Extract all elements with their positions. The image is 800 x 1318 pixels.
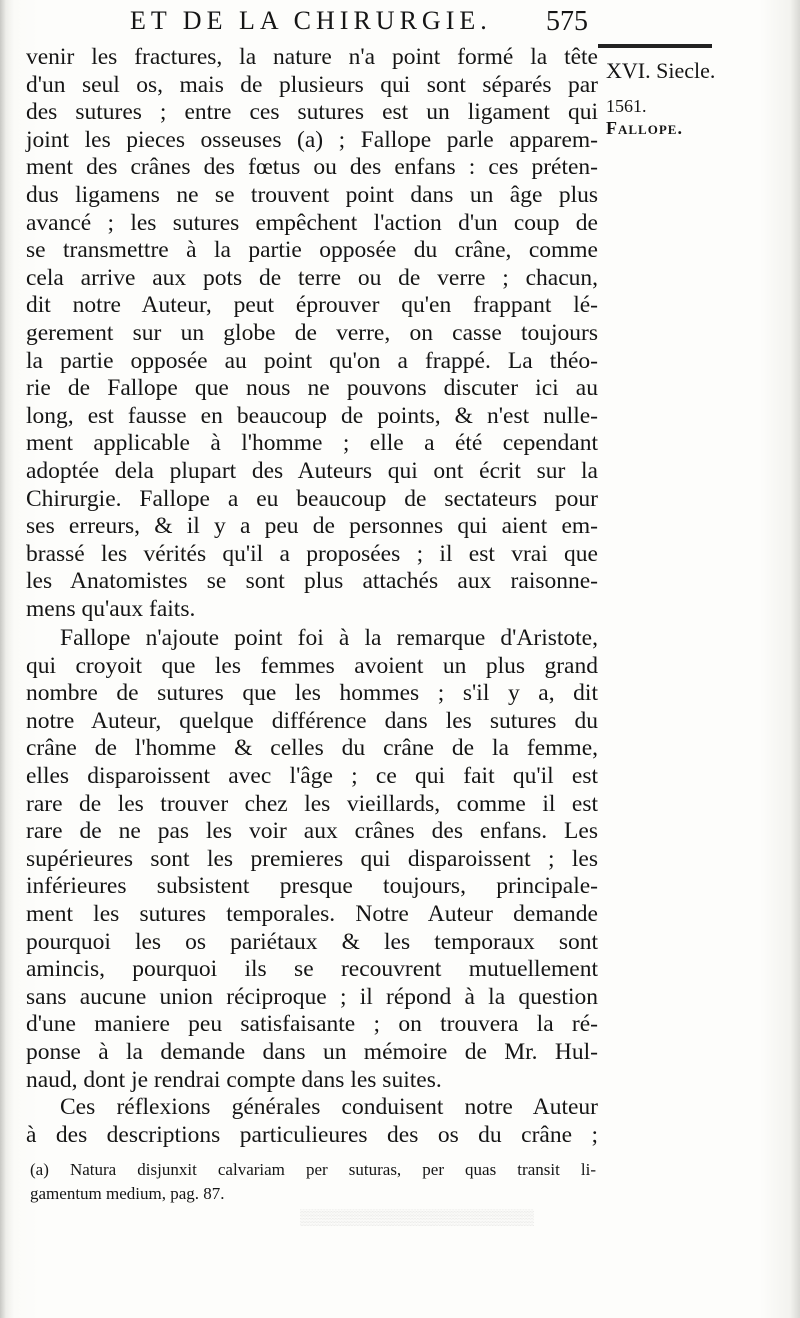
text-line: gerement sur un globe de verre, on casse toujours [26, 319, 598, 346]
text-line: crâne de l'homme & celles du crâne de la femme, [26, 735, 598, 762]
text-line: amincis, pourquoi ils se recouvrent mutuellement [26, 956, 598, 983]
text-line: dus ligamens ne se trouvent point dans un âge plus [26, 181, 598, 208]
show-through-smudge: ▒▒▒▒▒▒▒▒▒▒▒▒▒▒▒▒▒▒▒▒▒▒ [300, 1210, 534, 1226]
text-line: nombre de sutures que les hommes ; s'il y a, dit [26, 680, 598, 707]
text-line: des sutures ; entre ces sutures est un ligament qui [26, 99, 598, 126]
text-line: la partie opposée au point qu'on a frappé. La théo- [26, 347, 598, 374]
text-line: venir les fractures, la nature n'a point formé la tête [26, 44, 598, 70]
text-line: pourquoi les os pariétaux & les temporaux sont [26, 928, 598, 955]
text-line: rare de les trouver chez les vieillards, comme il est [26, 790, 598, 817]
text-line: ment applicable à l'homme ; elle a été cependant [26, 430, 598, 457]
text-line: mens qu'aux faits. [26, 595, 196, 622]
text-line: ment des crânes des fœtus ou des enfans : ces préten- [26, 154, 598, 181]
footnote-line: gamentum medium, pag. 87. [30, 1184, 225, 1203]
text-line: d'une maniere peu satisfaisante ; on trouvera la ré- [26, 1011, 598, 1038]
text-line: rie de Fallope que nous ne pouvons discuter ici au [26, 375, 598, 402]
text-line: Ces réflexions générales conduisent notre Auteur [60, 1094, 598, 1120]
text-line: elles disparoissent avec l'âge ; ce qui fait qu'il est [26, 762, 598, 789]
text-line: naud, dont je rendrai compte dans les suites. [26, 1066, 442, 1093]
text-line: les Anatomistes se sont plus attachés aux raisonne- [26, 568, 598, 595]
paragraph-1 [26, 44, 598, 623]
text-line: adoptée dela plupart des Auteurs qui ont écrit sur la [26, 457, 598, 484]
paragraph-3 [26, 1094, 598, 1149]
text-line: long, est fausse en beaucoup de points, & n'est nulle- [26, 402, 598, 429]
text-line: ment les sutures temporales. Notre Auteur demande [26, 900, 598, 927]
text-line: à des descriptions particulieures des os du crâne ; [26, 1121, 598, 1148]
text-line: ponse à la demande dans un mémoire de Mr. Hul- [26, 1038, 598, 1065]
footnote [30, 1158, 596, 1206]
marginal-year: 1561. [606, 96, 647, 116]
text-line: rare de ne pas les voir aux crânes des enfans. Les [26, 818, 598, 845]
running-title: ET DE LA CHIRURGIE. [130, 6, 492, 35]
text-line: sans aucune union réciproque ; il répond à la question [26, 983, 598, 1010]
text-line: brassé les vérités qu'il a proposées ; il est vrai que [26, 540, 598, 567]
text-line: se transmettre à la partie opposée du crâne, comme [26, 237, 598, 264]
text-line: joint les pieces osseuses (a) ; Fallope parle apparem- [26, 126, 598, 153]
text-line: Chirurgie. Fallope a eu beaucoup de sectateurs pour [26, 485, 598, 512]
text-line: inférieures subsistent presque toujours, principale- [26, 873, 598, 900]
text-line: qui croyoit que les femmes avoient un plus grand [26, 652, 598, 679]
marginal-author: Fallope. [606, 118, 683, 138]
marginal-century: XVI. Siecle. [606, 58, 716, 83]
text-line: dit notre Auteur, peut éprouver qu'en frappant lé- [26, 292, 598, 319]
footnote-line: (a) Natura disjunxit calvariam per suturas, per quas transit li- [30, 1160, 596, 1179]
text-line: avancé ; les sutures empêchent l'action d'un coup de [26, 209, 598, 236]
page-number: 575 [546, 6, 588, 37]
text-line: ses erreurs, & il y a peu de personnes qui aient em- [26, 513, 598, 540]
text-line: notre Auteur, quelque différence dans les sutures du [26, 707, 598, 734]
margin-rule [598, 44, 712, 48]
text-line: supérieures sont les premieres qui disparoissent ; les [26, 845, 598, 872]
text-line: Fallope n'ajoute point foi à la remarque d'Aristote, [60, 625, 598, 651]
paragraph-2 [26, 625, 598, 1094]
text-line: cela arrive aux pots de terre ou de verre ; chacun, [26, 264, 598, 291]
text-line: d'un seul os, mais de plusieurs qui sont séparés par [26, 71, 598, 98]
